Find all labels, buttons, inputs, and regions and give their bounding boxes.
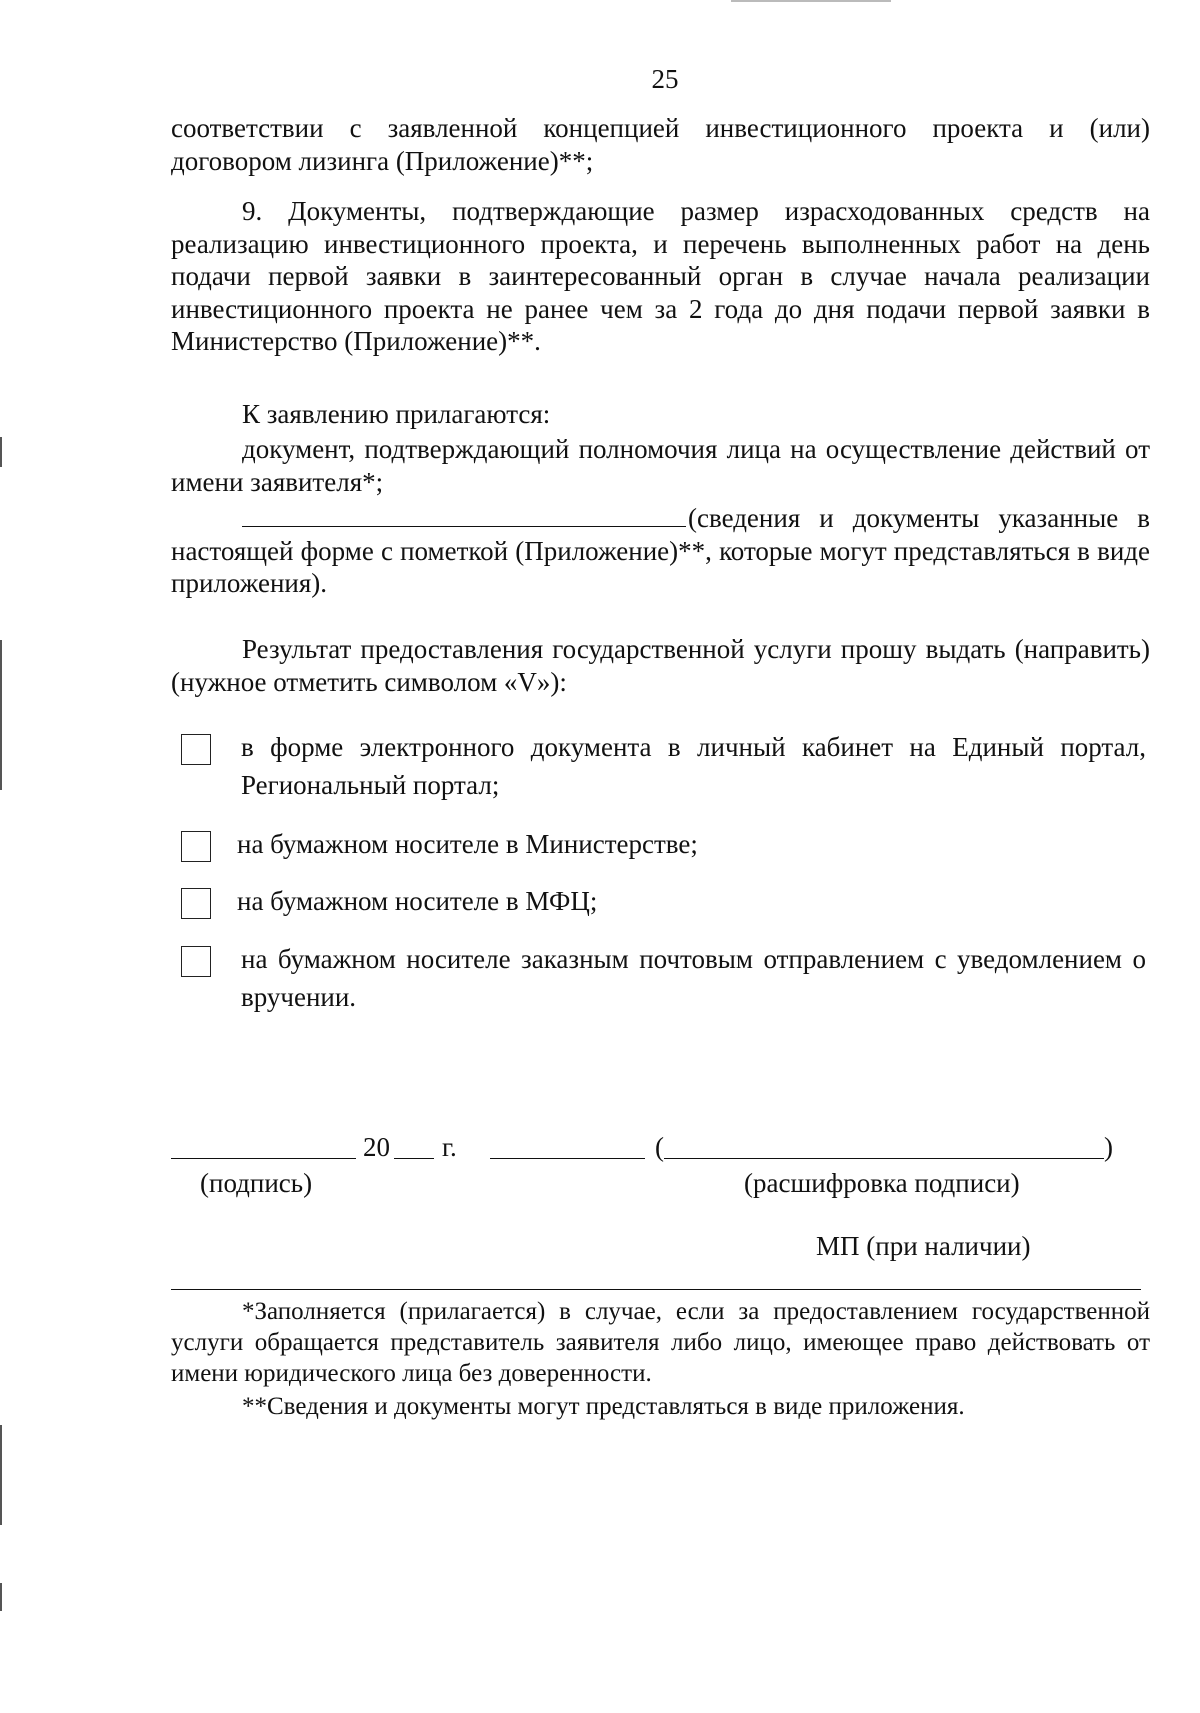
decoding-line[interactable]	[664, 1158, 1104, 1159]
option-mail-label: на бумажном носителе заказным почтовым отправлением с уведомлением о вручении.	[241, 944, 1146, 1012]
footnote-single-star-text: *Заполняется (прилагается) в случае, если за предоставлением государственной услуги обращается представитель заявителя либо лицо, имеющее право действовать от имени юридического лица без доверенности.	[171, 1298, 1150, 1387]
continuation-line-1: соответствии с заявленной концепцией инвестиционного проекта и (или)	[171, 113, 1150, 143]
scan-edge-mark	[0, 1583, 2, 1611]
footnote-single-star	[171, 1296, 1150, 1389]
checkbox-mfc[interactable]	[181, 888, 211, 919]
year-blank[interactable]	[394, 1158, 434, 1159]
decoding-label: (расшифровка подписи)	[744, 1168, 1020, 1198]
scan-edge-mark	[0, 1425, 2, 1525]
item-9-paragraph	[171, 195, 1150, 358]
checkbox-ministry[interactable]	[181, 831, 211, 862]
year-prefix: 20	[363, 1132, 390, 1162]
scan-edge-mark	[0, 640, 2, 790]
footnote-separator	[171, 1289, 1141, 1290]
year-suffix: г.	[442, 1132, 457, 1162]
open-paren: (	[655, 1132, 664, 1162]
result-request-paragraph	[171, 633, 1150, 698]
option-ministry-label: на бумажном носителе в Министерстве;	[237, 829, 698, 859]
attached-blank-rest: настоящей форме с пометкой (Приложение)**, которые могут представляться в виде приложения).	[171, 535, 1150, 598]
page-number: 25	[651, 64, 679, 94]
scan-edge-mark	[0, 437, 2, 467]
continuation-paragraph	[171, 112, 1150, 177]
attachment-blank-field[interactable]	[242, 502, 686, 527]
attached-heading-text: К заявлению прилагаются:	[242, 399, 551, 429]
option-electronic-label: в форме электронного документа в личный кабинет на Единый портал, Региональный портал;	[241, 732, 1146, 800]
footnote-double-star	[171, 1391, 1150, 1422]
continuation-line-2: договором лизинга (Приложение)**;	[171, 145, 594, 176]
attached-heading	[171, 398, 1150, 431]
option-mfc-label: на бумажном носителе в МФЦ;	[237, 886, 598, 916]
date-blank[interactable]	[490, 1158, 645, 1159]
scan-artifact-top	[731, 0, 891, 2]
signature-line[interactable]	[171, 1158, 356, 1159]
result-request-text: Результат предоставления государственной услуги прошу выдать (направить) (нужное отметить символом «V»):	[171, 634, 1150, 697]
close-paren: )	[1104, 1132, 1113, 1162]
attached-blank-tail: (сведения и документы указанные в	[688, 503, 1150, 533]
signature-label: (подпись)	[200, 1168, 313, 1198]
seal-label: МП (при наличии)	[816, 1231, 1031, 1261]
checkbox-mail[interactable]	[181, 946, 211, 977]
footnote-double-star-text: **Сведения и документы могут представляться в виде приложения.	[242, 1393, 965, 1420]
item-9-text: 9. Документы, подтверждающие размер израсходованных средств на реализацию инвестиционного проекта, и перечень выполненных работ на день подачи первой заявки в заинтересованный орган в случае начала реализации инвестиционного проекта не ранее чем за 2 года до дня подачи первой заявки в Министерство (Приложение)**.	[171, 196, 1150, 356]
attached-document-paragraph	[171, 433, 1150, 498]
attached-blank-paragraph	[171, 502, 1150, 600]
attached-document-text: документ, подтверждающий полномочия лица на осуществление действий от имени заявителя*;	[171, 434, 1150, 497]
checkbox-electronic[interactable]	[181, 734, 211, 765]
